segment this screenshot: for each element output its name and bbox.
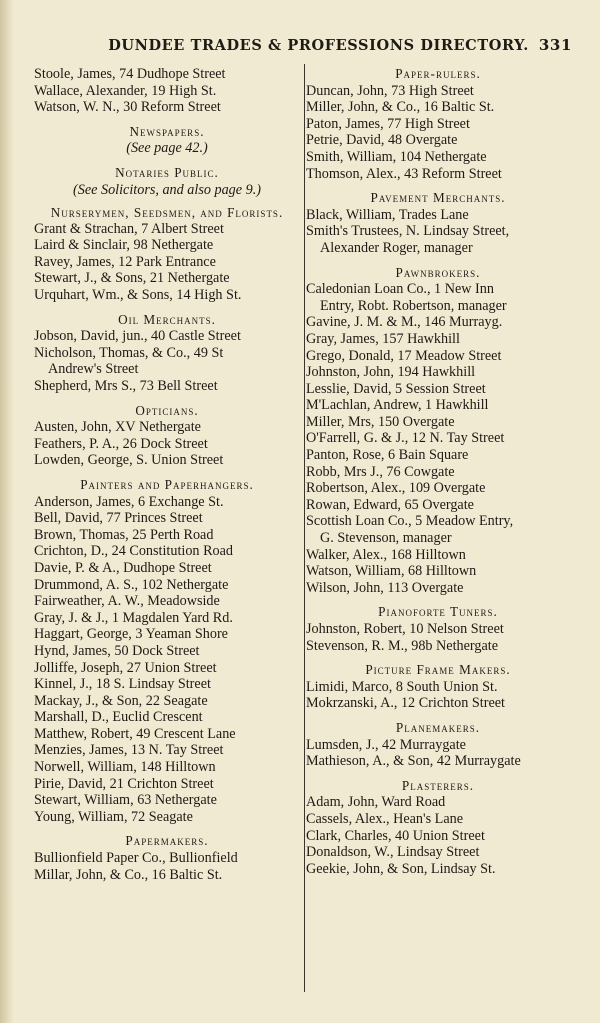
cross-reference-note: (See Solicitors, and also page 9.)	[73, 181, 261, 198]
section-heading: Picture Frame Makers.	[365, 662, 511, 678]
section-spacer	[306, 257, 570, 265]
directory-entry	[34, 593, 300, 610]
section-spacer	[34, 469, 300, 477]
entry-text: Kinnel, J., 18 S. Lindsay Street	[34, 676, 211, 693]
directory-entry	[34, 792, 300, 809]
directory-entry	[306, 580, 570, 597]
entry-text: Haggart, George, 3 Yeaman Shore	[34, 626, 228, 643]
directory-entry	[306, 414, 570, 431]
directory-entry	[306, 223, 570, 256]
directory-entry	[306, 497, 570, 514]
entry-text: Gray, James, 157 Hawkhill	[306, 330, 460, 347]
entry-text: Anderson, James, 6 Exchange St.	[34, 493, 224, 510]
entry-text: Ravey, James, 12 Park Entrance	[34, 253, 216, 270]
directory-entry	[306, 844, 570, 861]
entry-text: Mokrzanski, A., 12 Crichton Street	[306, 695, 505, 712]
entry-text: Young, William, 72 Seagate	[34, 808, 193, 825]
entry-text: Lumsden, J., 42 Murraygate	[306, 736, 466, 753]
section-heading: Papermakers.	[125, 833, 209, 849]
entry-text: Paton, James, 77 High Street	[306, 115, 470, 132]
directory-entry	[306, 828, 570, 845]
directory-entry	[34, 660, 300, 677]
section-spacer	[34, 157, 300, 165]
directory-entry	[34, 676, 300, 693]
directory-entry	[306, 99, 570, 116]
directory-entry	[34, 543, 300, 560]
directory-entry	[34, 759, 300, 776]
entry-text: Marshall, D., Euclid Crescent	[34, 709, 203, 726]
directory-entry	[34, 494, 300, 511]
entry-text: Caledonian Loan Co., 1 New Inn	[306, 281, 494, 298]
entry-text: Grego, Donald, 17 Meadow Street	[306, 347, 502, 364]
entry-text: Millar, John, & Co., 16 Baltic St.	[34, 866, 223, 883]
entry-text: Stewart, J., & Sons, 21 Nethergate	[34, 270, 230, 287]
entry-text: Bell, David, 77 Princes Street	[34, 510, 203, 527]
entry-text: Davie, P. & A., Dudhope Street	[34, 559, 212, 576]
page-header	[32, 36, 572, 60]
directory-entry	[306, 116, 570, 133]
section-spacer	[306, 596, 570, 604]
directory-entry	[34, 66, 300, 83]
entry-text: Shepherd, Mrs S., 73 Bell Street	[34, 378, 218, 394]
entry-text: Urquhart, Wm., & Sons, 14 High St.	[34, 287, 242, 304]
directory-entry	[306, 331, 570, 348]
directory-entry	[306, 753, 570, 770]
entry-text: Lowden, George, S. Union Street	[34, 452, 224, 469]
entry-text: Black, William, Trades Lane	[306, 206, 469, 223]
section-heading: Notaries Public.	[115, 164, 219, 180]
directory-entry	[34, 809, 300, 826]
entry-text: Johnston, John, 194 Hawkhill	[306, 364, 476, 381]
entry-text: Pirie, David, 21 Crichton Street	[34, 775, 214, 792]
entry-text: Gray, J. & J., 1 Magdalen Yard Rd.	[34, 609, 233, 626]
entry-text: O'Farrell, G. & J., 12 N. Tay Street	[306, 430, 505, 447]
directory-entry	[34, 345, 300, 378]
entry-text: Laird & Sinclair, 98 Nethergate	[34, 237, 214, 254]
entry-text: Nicholson, Thomas, & Co., 49 St	[34, 344, 224, 361]
section-heading: Painters and Paperhangers.	[80, 476, 254, 492]
entry-text: Matthew, Robert, 49 Crescent Lane	[34, 725, 236, 742]
directory-entry	[306, 364, 570, 381]
entry-text: Lesslie, David, 5 Session Street	[306, 380, 486, 397]
entry-text: Robb, Mrs J., 76 Cowgate	[306, 463, 455, 480]
directory-entry	[34, 254, 300, 271]
entry-text: Wallace, Alexander, 19 High St.	[34, 82, 217, 99]
section-heading: Nurserymen, Seedsmen, and Florists.	[50, 205, 284, 221]
directory-entry	[34, 287, 300, 304]
entry-text: Stoole, James, 74 Dudhope Street	[34, 66, 226, 82]
directory-entry	[306, 737, 570, 754]
right-column	[306, 66, 570, 877]
directory-entry	[34, 436, 300, 453]
entry-text: Cassels, Alex., Hean's Lane	[306, 810, 464, 827]
entry-text: Jobson, David, jun., 40 Castle Street	[34, 328, 241, 345]
entry-text: Jolliffe, Joseph, 27 Union Street	[34, 659, 217, 676]
entry-text: Bullionfield Paper Co., Bullionfield	[34, 850, 238, 867]
directory-entry	[306, 621, 570, 638]
directory-entry	[34, 742, 300, 759]
entry-text: Mathieson, A., & Son, 42 Murraygate	[306, 753, 521, 770]
section-heading: Pianoforte Tuners.	[378, 604, 498, 620]
entry-text: Geekie, John, & Son, Lindsay St.	[306, 860, 496, 877]
section-spacer	[34, 395, 300, 403]
entry-text: Limidi, Marco, 8 South Union St.	[306, 678, 498, 695]
entry-text: Watson, W. N., 30 Reform Street	[34, 99, 221, 116]
directory-entry	[34, 626, 300, 643]
section-heading: Opticians.	[135, 402, 199, 418]
directory-entry	[34, 510, 300, 527]
section-spacer	[306, 712, 570, 720]
directory-entry	[34, 378, 300, 395]
directory-entry	[306, 207, 570, 224]
page-number: 331	[538, 36, 572, 54]
directory-entry	[306, 348, 570, 365]
directory-entry	[34, 726, 300, 743]
entry-text: Donaldson, W., Lindsay Street	[306, 844, 480, 861]
directory-entry	[34, 237, 300, 254]
entry-text: Walker, Alex., 168 Hilltown	[306, 546, 466, 563]
entry-text: Smith's Trustees, N. Lindsay Street,	[306, 223, 510, 240]
directory-entry	[34, 560, 300, 577]
directory-entry	[306, 149, 570, 166]
directory-entry	[306, 638, 570, 655]
directory-entry	[34, 643, 300, 660]
directory-entry	[34, 776, 300, 793]
entry-text: Adam, John, Ward Road	[306, 794, 446, 811]
entry-text: M'Lachlan, Andrew, 1 Hawkhill	[306, 397, 489, 414]
directory-entry	[34, 99, 300, 116]
running-title: DUNDEE TRADES & PROFESSIONS DIRECTORY.	[108, 37, 529, 54]
directory-entry	[306, 430, 570, 447]
directory-entry	[306, 397, 570, 414]
entry-text: Stewart, William, 63 Nethergate	[34, 792, 217, 809]
entry-text: Thomson, Alex., 43 Reform Street	[306, 165, 502, 182]
section-heading: Newspapers.	[129, 123, 205, 139]
entry-text: Feathers, P. A., 26 Dock Street	[34, 435, 208, 452]
directory-entry	[34, 270, 300, 287]
entry-continuation: Alexander Roger, manager	[320, 239, 473, 256]
directory-entry	[306, 861, 570, 878]
directory-entry	[306, 480, 570, 497]
directory-entry	[34, 452, 300, 469]
entry-text: Stevenson, R. M., 98b Nethergate	[306, 637, 499, 654]
directory-entry	[34, 610, 300, 627]
entry-text: Austen, John, XV Nethergate	[34, 419, 201, 436]
section-spacer	[306, 770, 570, 778]
cross-reference-note: (See page 42.)	[126, 140, 208, 157]
entry-text: Miller, Mrs, 150 Overgate	[306, 413, 455, 430]
directory-entry	[306, 281, 570, 314]
directory-entry	[306, 447, 570, 464]
directory-entry	[306, 166, 570, 183]
entry-text: Drummond, A. S., 102 Nethergate	[34, 576, 229, 593]
entry-text: Brown, Thomas, 25 Perth Road	[34, 526, 214, 543]
entry-text: Smith, William, 104 Nethergate	[306, 148, 487, 165]
entry-continuation: Entry, Robt. Robertson, manager	[320, 297, 507, 314]
directory-entry	[306, 563, 570, 580]
directory-entry	[306, 464, 570, 481]
entry-text: Johnston, Robert, 10 Nelson Street	[306, 621, 504, 637]
section-spacer	[34, 304, 300, 312]
entry-text: Robertson, Alex., 109 Overgate	[306, 480, 486, 497]
entry-text: Miller, John, & Co., 16 Baltic St.	[306, 99, 495, 116]
entry-text: Duncan, John, 73 High Street	[306, 82, 474, 99]
directory-entry	[306, 811, 570, 828]
section-heading: Paper-rulers.	[395, 66, 481, 81]
section-spacer	[34, 825, 300, 833]
section-spacer	[306, 654, 570, 662]
section-spacer	[306, 182, 570, 190]
directory-entry	[34, 527, 300, 544]
page-binding-edge	[0, 0, 14, 1023]
directory-entry	[306, 314, 570, 331]
directory-entry	[34, 328, 300, 345]
section-spacer	[34, 116, 300, 124]
entry-text: Petrie, David, 48 Overgate	[306, 132, 458, 149]
directory-entry	[34, 419, 300, 436]
directory-entry	[34, 709, 300, 726]
directory-entry	[34, 221, 300, 238]
entry-continuation: Andrew's Street	[48, 361, 139, 378]
entry-text: Grant & Strachan, 7 Albert Street	[34, 220, 224, 237]
directory-entry	[34, 850, 300, 867]
entry-text: Crichton, D., 24 Constitution Road	[34, 543, 234, 560]
directory-entry	[34, 867, 300, 884]
entry-text: Hynd, James, 50 Dock Street	[34, 642, 200, 659]
directory-entry	[306, 679, 570, 696]
directory-entry	[306, 381, 570, 398]
entry-text: Wilson, John, 113 Overgate	[306, 579, 464, 596]
entry-text: Clark, Charles, 40 Union Street	[306, 827, 485, 844]
entry-text: Watson, William, 68 Hilltown	[306, 563, 477, 580]
entry-text: Gavine, J. M. & M., 146 Murrayg.	[306, 314, 503, 331]
directory-entry	[306, 695, 570, 712]
section-heading: Oil Merchants.	[118, 311, 216, 327]
directory-entry	[306, 547, 570, 564]
entry-text: Rowan, Edward, 65 Overgate	[306, 496, 474, 513]
section-heading: Pawnbrokers.	[395, 264, 481, 280]
entry-continuation: G. Stevenson, manager	[320, 530, 452, 547]
entry-text: Mackay, J., & Son, 22 Seagate	[34, 692, 208, 709]
entry-text: Scottish Loan Co., 5 Meadow Entry,	[306, 513, 514, 530]
section-heading: Plasterers.	[401, 777, 475, 793]
entry-text: Norwell, William, 148 Hilltown	[34, 759, 216, 776]
entry-text: Panton, Rose, 6 Bain Square	[306, 447, 469, 464]
directory-entry	[306, 132, 570, 149]
directory-entry	[34, 83, 300, 100]
entry-text: Menzies, James, 13 N. Tay Street	[34, 742, 224, 759]
entry-text: Fairweather, A. W., Meadowside	[34, 593, 220, 610]
directory-entry	[306, 794, 570, 811]
column-divider	[304, 64, 305, 992]
directory-entry	[34, 693, 300, 710]
directory-entry	[306, 513, 570, 546]
directory-entry	[306, 83, 570, 100]
directory-entry	[34, 577, 300, 594]
section-heading: Planemakers.	[395, 719, 481, 735]
left-column	[34, 66, 300, 883]
section-heading: Pavement Merchants.	[370, 190, 506, 206]
